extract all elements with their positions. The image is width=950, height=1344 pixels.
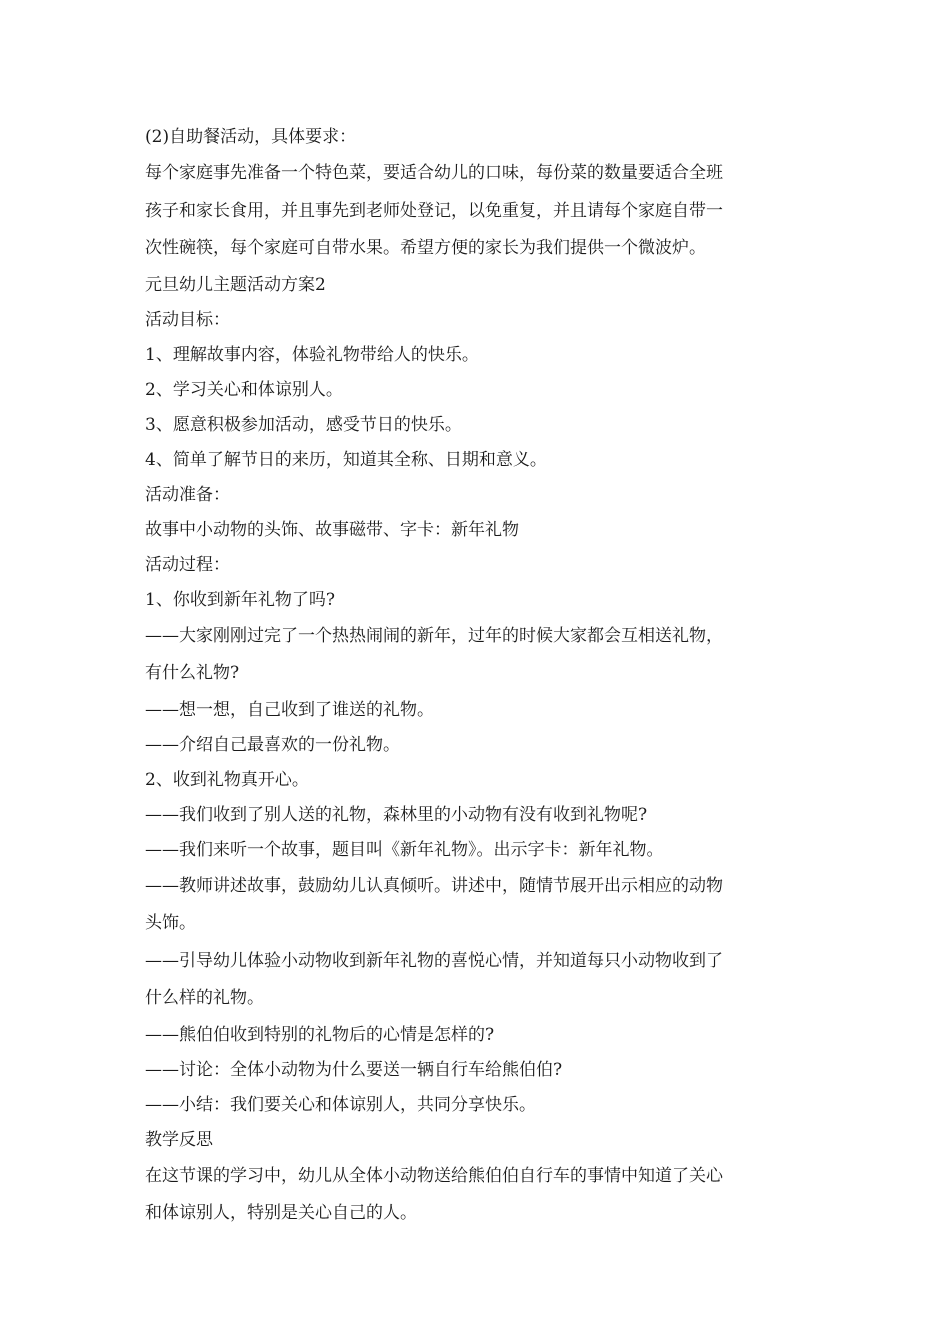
paragraph-line: 次性碗筷，每个家庭可自带水果。希望方便的家长为我们提供一个微波炉。: [145, 238, 706, 258]
section-heading: 元旦幼儿主题活动方案2: [145, 274, 326, 295]
list-item: 2、学习关心和体谅别人。: [145, 379, 343, 400]
list-item: 1、你收到新年礼物了吗?: [145, 589, 335, 610]
paragraph-line: 故事中小动物的头饰、故事磁带、字卡：新年礼物: [145, 519, 519, 540]
paragraph-line: ——我们收到了别人送的礼物，森林里的小动物有没有收到礼物呢?: [145, 804, 648, 825]
paragraph-line: 活动过程：: [145, 554, 230, 575]
paragraph-line: ——大家刚刚过完了一个热热闹闹的新年，过年的时候大家都会互相送礼物，: [145, 625, 723, 646]
paragraph-line: ——讨论：全体小动物为什么要送一辆自行车给熊伯伯?: [145, 1059, 563, 1080]
paragraph-line: (2)自助餐活动，具体要求：: [145, 127, 357, 147]
paragraph-line: ——小结：我们要关心和体谅别人，共同分享快乐。: [145, 1094, 536, 1115]
paragraph-line: ——介绍自己最喜欢的一份礼物。: [145, 734, 400, 755]
paragraph-line: 活动准备：: [145, 484, 230, 505]
paragraph-line: 在这节课的学习中，幼儿从全体小动物送给熊伯伯自行车的事情中知道了关心: [145, 1165, 723, 1186]
list-item: 1、理解故事内容，体验礼物带给人的快乐。: [145, 344, 479, 365]
paragraph-line: ——想一想，自己收到了谁送的礼物。: [145, 699, 434, 720]
paragraph-line: 孩子和家长食用，并且事先到老师处登记，以免重复，并且请每个家庭自带一: [145, 200, 723, 221]
paragraph-line: ——熊伯伯收到特别的礼物后的心情是怎样的?: [145, 1024, 495, 1045]
section-heading: 教学反思: [145, 1129, 213, 1150]
paragraph-line: 头饰。: [145, 913, 196, 933]
list-item: 3、愿意积极参加活动，感受节日的快乐。: [145, 414, 462, 435]
list-item: 4、简单了解节日的来历，知道其全称、日期和意义。: [145, 449, 547, 470]
paragraph-line: ——我们来听一个故事，题目叫《新年礼物》。出示字卡：新年礼物。: [145, 839, 664, 860]
document-body: [145, 120, 810, 1233]
paragraph-line: 活动目标：: [145, 309, 230, 330]
paragraph-line: 和体谅别人，特别是关心自己的人。: [145, 1203, 417, 1223]
paragraph-line: ——教师讲述故事，鼓励幼儿认真倾听。讲述中，随情节展开出示相应的动物: [145, 875, 723, 896]
paragraph-line: 每个家庭事先准备一个特色菜，要适合幼儿的口味，每份菜的数量要适合全班: [145, 163, 723, 183]
paragraph-line: 有什么礼物?: [145, 663, 240, 683]
list-item: 2、收到礼物真开心。: [145, 769, 309, 790]
paragraph-line: ——引导幼儿体验小动物收到新年礼物的喜悦心情，并知道每只小动物收到了: [145, 950, 723, 971]
paragraph-line: 什么样的礼物。: [145, 988, 264, 1008]
